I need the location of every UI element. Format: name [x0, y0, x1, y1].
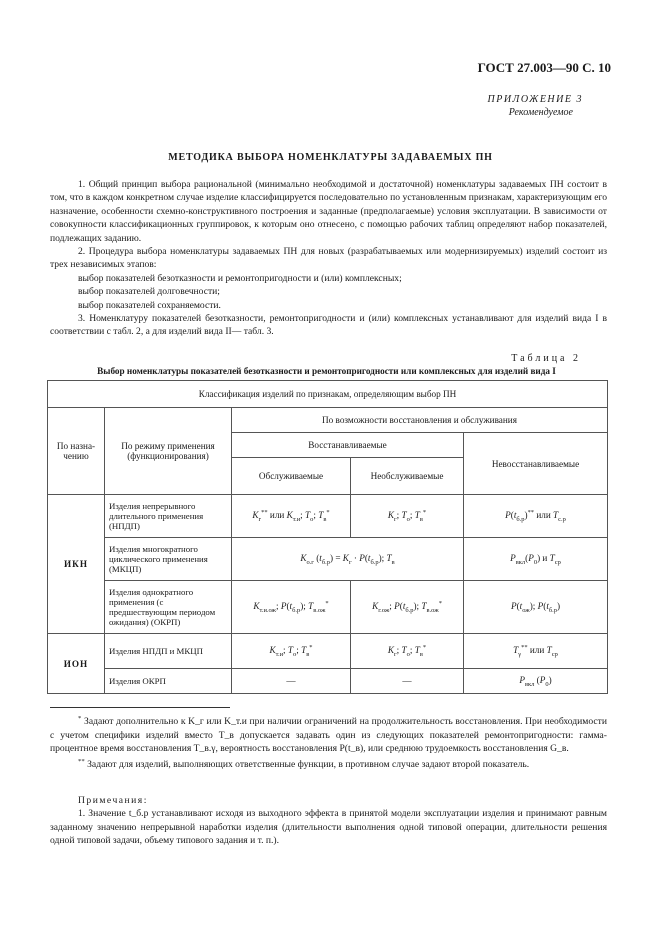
- group-ikn: ИКН: [48, 495, 105, 634]
- table-label: Таблица 2: [511, 353, 581, 364]
- paragraph-3: 3. Номенклатуру показателей безотказности, ремонтопригодности и (или) комплексных устанавливают для изделий вида I в соответствии с табл. 2, а для изделий вида II— табл. 3.: [50, 313, 607, 338]
- cell-ion-npdp-unserviced: $K_г$; $T_о$; $T_в^*$: [351, 634, 464, 669]
- header-classification: Классификация изделий по признакам, определяющим выбор ПН: [48, 381, 608, 408]
- stage-1: выбор показателей безотказности и ремонтопригодности и (или) комплексных;: [78, 272, 402, 284]
- doc-reference: ГОСТ 27.003—90 С. 10: [477, 60, 611, 75]
- header-purpose: По назна- чению: [48, 408, 105, 495]
- cell-ion-okrp-nonrestorable: $P_{вкл}$ $(P_0)$: [464, 669, 608, 694]
- section-title: МЕТОДИКА ВЫБОРА НОМЕНКЛАТУРЫ ЗАДАВАЕМЫХ ПН: [168, 152, 493, 163]
- footnotes: [50, 712, 607, 772]
- cell-ion-okrp-serviced: —: [232, 669, 351, 694]
- header-unserviced: Необслуживаемые: [351, 458, 464, 495]
- cell-ion-okrp-unserviced: —: [351, 669, 464, 694]
- header-nonrestorable: Невосстанавливаемые: [491, 458, 580, 469]
- row-ion-npdp-label: Изделия НПДП и МКЦП: [105, 634, 232, 669]
- group-ion: ИОН: [48, 634, 105, 694]
- notes: [50, 794, 607, 848]
- header-restoration: По возможности восстановления и обслуживания: [232, 408, 608, 433]
- header-nonrestorable-group: [464, 433, 608, 495]
- cell-mkcp-restorable: $K_{о.г}$ $(t_{б.р}) = K_г \cdot P(t_{б.р})$; $T_в$: [232, 538, 464, 581]
- stage-2: выбор показателей долговечности;: [78, 286, 220, 298]
- paragraph-2: 2. Процедура выбора номенклатуры задаваемых ПН для новых (разрабатываемых или модернизируемых) изделий состоит из трех независимых этапов:: [50, 246, 607, 271]
- header-serviced: Обслуживаемые: [232, 458, 351, 495]
- footnote-1: * Задают дополнительно к K_г или K_т.и при наличии ограничений на продолжительность восстановления. При необходимости с учетом специфики изделий вместо T_в допускается задавать один из следующих показателей ремонтопригодности: гамма-процентное время восстановления T_в.γ, вероятность восстановления P(t_в), или среднюю трудоемкость восстановления G_в.: [50, 715, 607, 754]
- body-text: [50, 178, 607, 339]
- cell-okrp-serviced: $K_{т.и.ож}$; $P(t_{б.р})$; $T_{в.ож}^*$: [232, 581, 351, 634]
- cell-okrp-nonrestorable: $P(t_{ож})$; $P(t_{б.р})$: [464, 581, 608, 634]
- row-ion-okrp-label: Изделия ОКРП: [105, 669, 232, 694]
- row-mkcp-label: Изделия многократного циклического применения (МКЦП): [105, 538, 232, 581]
- cell-ion-npdp-serviced: $K_{т.и}$; $T_о$; $T_в^*$: [232, 634, 351, 669]
- footnote-divider: [50, 707, 230, 708]
- cell-mkcp-nonrestorable: $P_{вкл}(P_0)$ и $T_{ср}$: [464, 538, 608, 581]
- cell-npdp-serviced: $K_г^{**}$ или $K_{т.и}$; $T_о$; $T_в^*$: [232, 495, 351, 538]
- header-restorable: Восстанавливаемые: [232, 433, 464, 458]
- row-npdp-label: Изделия непрерывного длительного применения (НПДП): [105, 495, 232, 538]
- indicators-table: [47, 380, 608, 694]
- cell-npdp-unserviced: $K_г$; $T_о$; $T_в^*$: [351, 495, 464, 538]
- paragraph-1: 1. Общий принцип выбора рациональной (минимально необходимой и достаточной) номенклатуры задаваемых ПН состоит в том, что в каждом конкретном случае изделие классифицируется последовательно по установленным признакам, характеризующим его назначение, особенности схемно-конструктивного построения и заданные (предполагаемые) условия эксплуатации. В зависимости от совокупности классификационных группировок, к которым оно отнесено, с помощью рабочих таблиц определяют набор показателей, подлежащих заданию.: [50, 179, 607, 244]
- notes-heading: Примечания:: [78, 795, 148, 806]
- note-1: 1. Значение t_б.р устанавливают исходя из выходного эффекта в принятой модели эксплуатации изделия и принимают равным заданному значению непрерывной наработки изделия (длительности выполнения одной типовой операции, длительности решения одной типовой задачи, объему типового задания и т. п.).: [50, 808, 607, 847]
- table-caption: Выбор номенклатуры показателей безотказности и ремонтопригодности или комплексных для изделий вида I: [97, 366, 556, 376]
- cell-okrp-unserviced: $K_{г.ож}$; $P(t_{б.р})$; $T_{в.ож}^*$: [351, 581, 464, 634]
- cell-ion-npdp-nonrestorable: $T_\gamma^{**}$ или $T_{ср}$: [464, 634, 608, 669]
- footnote-2: ** Задают для изделий, выполняющих ответственные функции, в противном случае задают второй показатель.: [78, 758, 530, 771]
- row-okrp-label: Изделия однократного применения (с предшествующим периодом ожидания) (ОКРП): [105, 581, 232, 634]
- stage-3: выбор показателей сохраняемости.: [78, 299, 221, 311]
- appendix-status: Рекомендуемое: [508, 107, 573, 118]
- cell-npdp-nonrestorable: $P(t_{б.р})^{**}$ или $T_{с.р}$: [464, 495, 608, 538]
- header-mode: По режиму применения (функционирования): [105, 408, 232, 495]
- appendix-label: ПРИЛОЖЕНИЕ 3: [487, 94, 583, 105]
